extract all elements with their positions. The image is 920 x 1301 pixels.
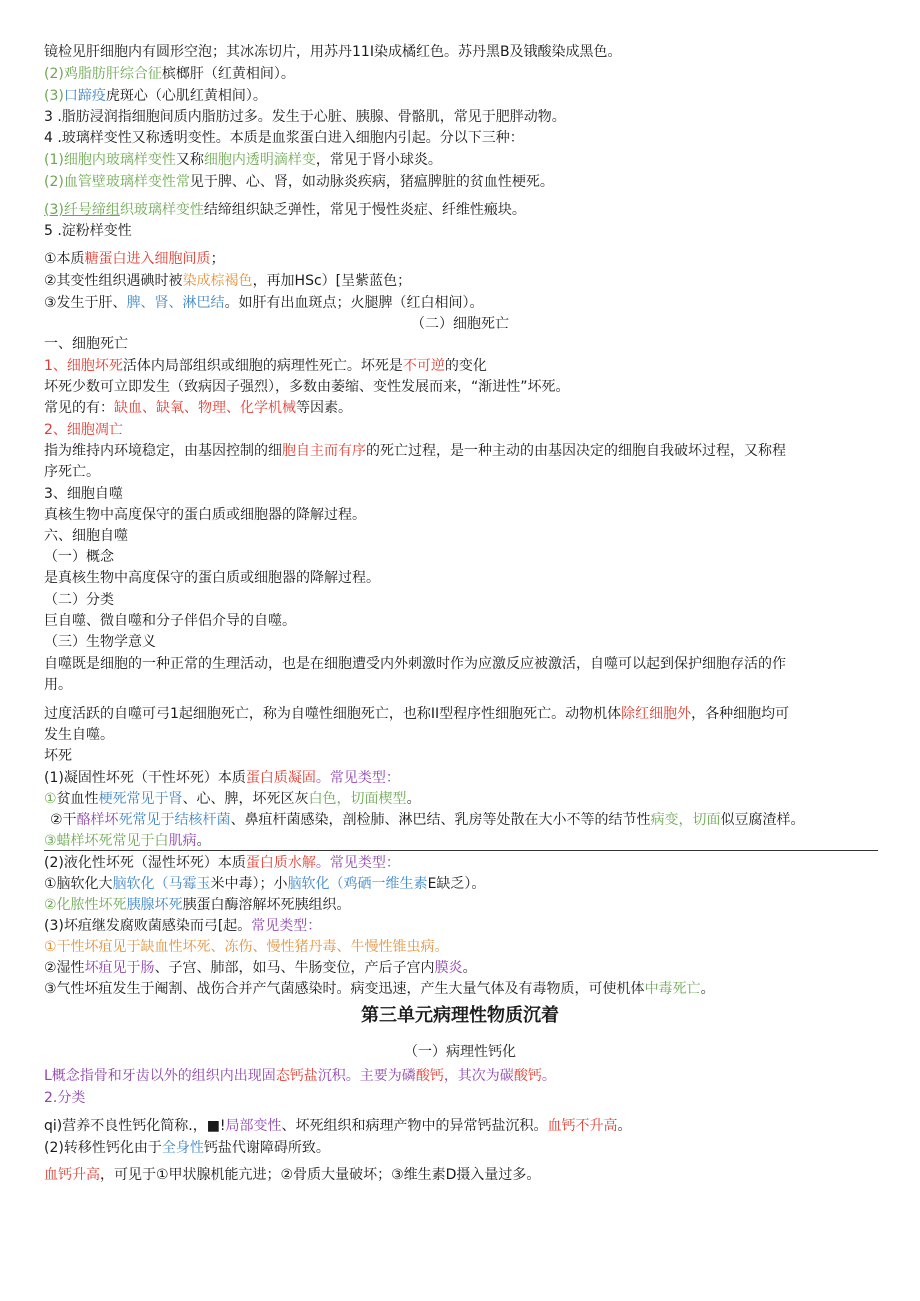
- text-line: ②化脓性坏死胰腺坏死胰蛋白酶溶解坏死胰组织。: [44, 897, 351, 913]
- text-line: 5 .淀粉样变性: [44, 223, 132, 239]
- text-line: （二）分类: [44, 592, 114, 608]
- text-line: (1)凝固性坏死（干性坏死）本质蛋白质凝固。常见类型：: [44, 770, 400, 786]
- text-line: 序死亡。: [44, 464, 100, 480]
- text-line: L概念指骨和牙齿以外的组织内出现固态钙盐沉积。主要为磷酸钙，其次为碳酸钙。: [44, 1068, 556, 1084]
- text-line: 坏死: [44, 748, 72, 764]
- text-line: qi)营养不良性钙化简称.，■!局部变性、坏死组织和病理产物中的异常钙盐沉积。血钙不升高。: [44, 1118, 632, 1134]
- text-line: 用。: [44, 677, 72, 693]
- text-line: 血钙升高，可见于①甲状腺机能亢进；②骨质大量破坏；③维生素D摄入量过多。: [44, 1167, 541, 1183]
- text-line: ①脑软化大脑软化（马霉玉米中毒）；小脑软化（鸡硒一维生素E缺乏）。: [44, 876, 486, 892]
- text-line: 自噬既是细胞的一种正常的生理活动，也是在细胞遭受内外刺激时作为应激反应被激活，自噬可以起到保护细胞存活的作: [44, 656, 786, 672]
- text-line: (3)纤号缔组织玻璃样变性结缔组织缺乏弹性，常见于慢性炎症、纤维性瘢块。: [44, 202, 526, 218]
- horizontal-rule: [44, 850, 878, 851]
- text-line: (3)口蹄疫虎斑心（心肌红黄相间）。: [44, 88, 267, 104]
- text-line: 3 .脂肪浸润指细胞间质内脂肪过多。发生于心脏、胰腺、骨骼肌，常见于肥胖动物。: [44, 109, 566, 125]
- text-line: 过度活跃的自噬可弓1起细胞死亡，称为自噬性细胞死亡，也称II型程序性细胞死亡。动物机体除红细胞外，各种细胞均可: [44, 706, 790, 722]
- text-line: (1)细胞内玻璃样变性又称细胞内透明滴样变，常见于肾小球炎。: [44, 152, 442, 168]
- text-line: （一）概念: [44, 549, 114, 565]
- text-line: 发生自噬。: [44, 727, 114, 743]
- text-line: ②其变性组织遇碘时被染成棕褐色，再加HSc）[呈紫蓝色；: [44, 273, 412, 289]
- text-line: 常见的有：缺血、缺氧、物理、化学机械等因素。: [44, 400, 352, 416]
- text-line: 巨自噬、微自噬和分子伴侣介导的自噬。: [44, 613, 296, 629]
- text-line: ②干酪样坏死常见于结核杆菌、鼻疽杆菌感染，剖检肺、淋巴结、乳房等处散在大小不等的结节性病变，切面似豆腐渣样。: [50, 812, 805, 828]
- text-line: (2)血管壁玻璃样变性常见于脾、心、肾，如动脉炎疾病，猪瘟脾脏的贫血性梗死。: [44, 174, 554, 190]
- text-line: ③蜡样坏死常见于白肌病。: [44, 833, 211, 849]
- text-line: ③发生于肝、脾、肾、淋巴结。如肝有出血斑点；火腿脾（红白相间）。: [44, 295, 484, 311]
- text-line: (2)鸡脂肪肝综合征槟榔肝（红黄相间）。: [44, 66, 295, 82]
- unit-title: 第三单元病理性物质沉着: [361, 1005, 559, 1026]
- text-line: (2)转移性钙化由于全身性钙盐代谢障碍所致。: [44, 1140, 330, 1156]
- text-line: ②湿性坏疽见于肠、子宫、肺部，如马、牛肠变位，产后子宫内膜炎。: [44, 960, 477, 976]
- text-line: 坏死少数可立即发生（致病因子强烈），多数由萎缩、变性发展而来，“渐进性”坏死。: [44, 379, 570, 395]
- text-line: 3、细胞自噬: [44, 486, 123, 502]
- text-line: 镜检见肝细胞内有圆形空泡；其冰冻切片，用苏丹11I染成橘红色。苏丹黑B及锇酸染成黑色。: [44, 44, 622, 60]
- text-line: (2)液化性坏死（湿性坏死）本质蛋白质水解。常见类型：: [44, 855, 400, 871]
- text-line: 六、细胞自噬: [44, 528, 128, 544]
- text-line: 是真核生物中高度保守的蛋白质或细胞器的降解过程。: [44, 570, 380, 586]
- text-line: ③气性坏疽发生于阉割、战伤合并产气菌感染时。病变迅速，产生大量气体及有毒物质，可使机体中毒死亡。: [44, 981, 715, 997]
- text-line: 4 .玻璃样变性又称透明变性。本质是血浆蛋白进入细胞内引起。分以下三种：: [44, 130, 524, 146]
- text-line: 一、细胞死亡: [44, 336, 128, 352]
- text-line: 真核生物中高度保守的蛋白质或细胞器的降解过程。: [44, 507, 366, 523]
- text-line: (3)坏疽继发腐败菌感染而弓[起。常见类型：: [44, 918, 322, 934]
- text-line: 1、细胞坏死活体内局部组织或细胞的病理性死亡。坏死是不可逆的变化: [44, 358, 487, 374]
- text-line: 2、细胞凋亡: [44, 422, 123, 438]
- section-heading: （二）细胞死亡: [411, 316, 509, 332]
- text-line: 2.分类: [44, 1090, 86, 1106]
- text-line: （三）生物学意义: [44, 634, 156, 650]
- section-heading: （一）病理性钙化: [404, 1044, 516, 1060]
- text-line: ①干性坏疽见于缺血性坏死、冻伤、慢性猪丹毒、牛慢性锥虫病。: [44, 939, 449, 955]
- text-line: ①本质糖蛋白进入细胞间质；: [44, 251, 225, 267]
- text-line: 指为维持内环境稳定，由基因控制的细胞自主而有序的死亡过程，是一种主动的由基因决定的细胞自我破坏过程，又称程: [44, 443, 786, 459]
- text-line: ①贫血性梗死常见于肾、心、脾，坏死区灰白色，切面楔型。: [44, 791, 421, 807]
